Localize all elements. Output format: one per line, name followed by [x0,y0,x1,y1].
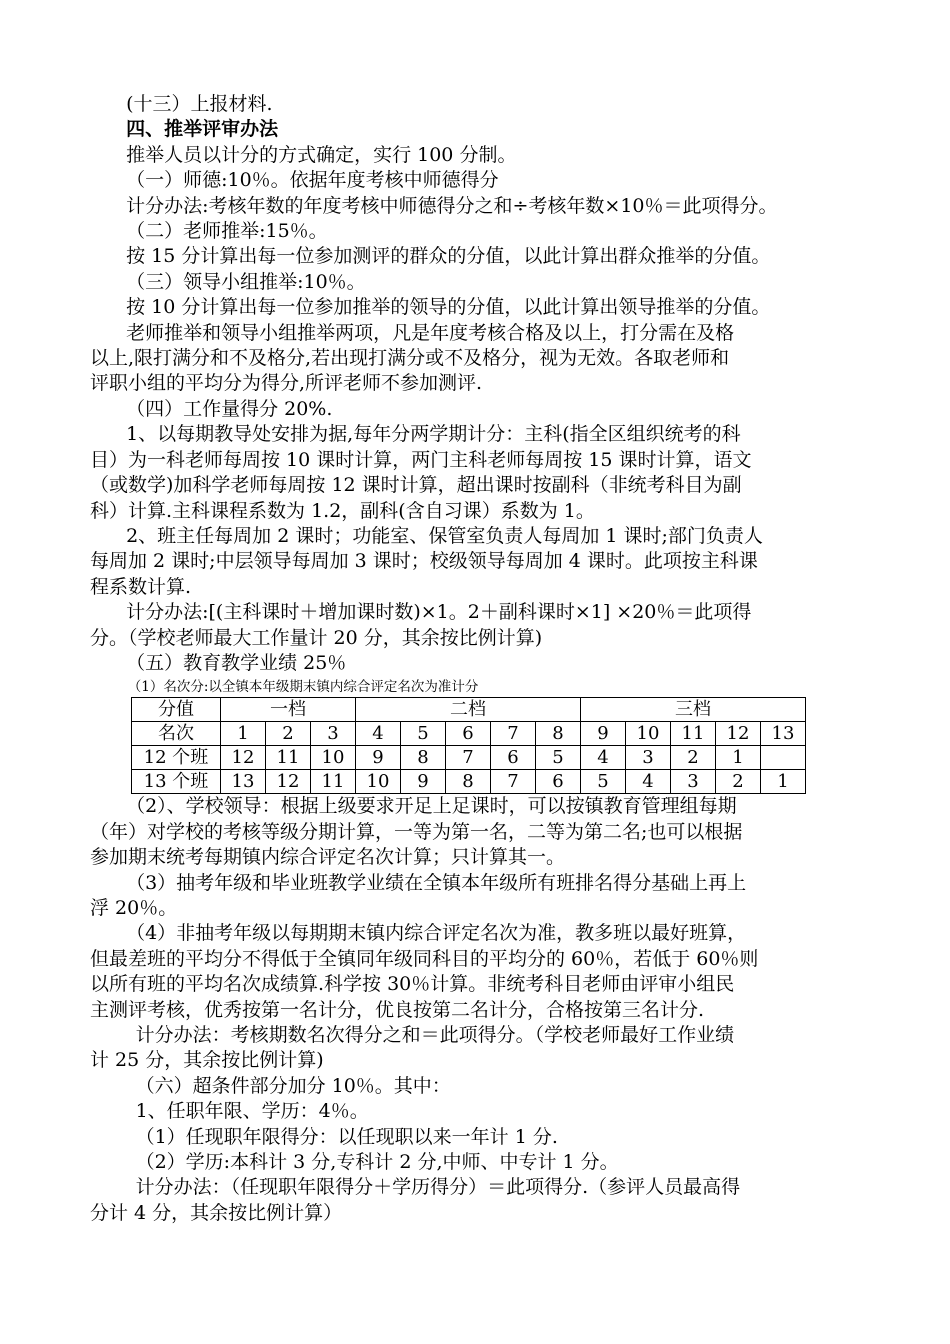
score-cell: 4 [626,770,671,794]
score-cell: 3 [671,770,716,794]
paragraph-line: （二）老师推举:15％。 [126,220,328,243]
paragraph-line: （六）超条件部分加分 10％。其中： [135,1074,451,1097]
paragraph-line: 参加期末统考每期镇内综合评定名次计算；只计算其一。 [90,846,566,869]
band-cell: 二档 [356,698,581,722]
paragraph-line: （四）工作量得分 20%. [126,397,333,420]
rank-cell: 10 [626,722,671,746]
score-cell: 12 [266,770,311,794]
row-label-cell: 13 个班 [132,770,221,794]
score-cell: 10 [356,770,401,794]
paragraph-line: 以上,限打满分和不及格分,若出现打满分或不及格分，视为无效。各取老师和 [90,347,730,370]
paragraph-line: （三）领导小组推举:10％。 [126,270,366,293]
paragraph-line: （4）非抽考年级以每期期末镇内综合评定名次为准，教多班以最好班算， [126,922,747,945]
score-cell: 4 [581,746,626,770]
table-header-row [132,698,806,722]
score-cell: 6 [491,746,536,770]
score-cell: 2 [716,770,761,794]
rank-cell: 11 [671,722,716,746]
paragraph-line: 分计 4 分，其余按比例计算） [90,1201,343,1224]
paragraph-line: 老师推举和领导小组推举两项，凡是年度考核合格及以上，打分需在及格 [126,321,735,344]
paragraph-line: （2）学历:本科计 3 分,专科计 2 分,中师、中专计 1 分。 [135,1151,619,1174]
rank-label-cell: 名次 [132,722,221,746]
table-rank-row [132,722,806,746]
bottom-paragraphs [90,794,862,1226]
rank-cell: 7 [491,722,536,746]
paragraph-line: 评职小组的平均分为得分,所评老师不参加测评. [90,372,483,395]
score-cell: 13 [221,770,266,794]
rank-cell: 13 [761,722,806,746]
score-cell: 10 [311,746,356,770]
row-label-cell: 12 个班 [132,746,221,770]
rank-cell: 9 [581,722,626,746]
score-cell: 9 [401,770,446,794]
paragraph-line: 计 25 分，其余按比例计算) [90,1049,324,1072]
score-cell: 1 [761,770,806,794]
paragraph-line: （五）教育教学业绩 25％ [126,651,347,674]
rank-cell: 4 [356,722,401,746]
paragraph-line: （年）对学校的考核等级分期计算，一等为第一名，二等为第二名;也可以根据 [90,820,743,843]
paragraph-line: （2）、学校领导：根据上级要求开足上足课时，可以按镇教育管理组每期 [126,795,737,818]
header-label-cell: 分值 [132,698,221,722]
paragraph-line: 科）计算.主科课程系数为 1.2，副科(含自习课）系数为 1。 [90,499,595,522]
score-cell: 8 [401,746,446,770]
score-cell: 12 [221,746,266,770]
table-row [132,746,806,770]
paragraph-line: （1）任现职年限得分：以任现职以来一年计 1 分. [135,1125,558,1148]
score-cell: 8 [446,770,491,794]
paragraph-line: 推举人员以计分的方式确定，实行 100 分制。 [126,143,517,166]
score-cell: 5 [581,770,626,794]
paragraph-line: 浮 20％。 [90,896,178,919]
rank-cell: 1 [221,722,266,746]
paragraph-line: 目）为一科老师每周按 10 课时计算，两门主科老师每周按 15 课时计算，语文 [90,448,752,471]
table-row [132,770,806,794]
paragraph-line: 计分办法:考核年数的年度考核中师德得分之和÷考核年数×10％＝此项得分。 [126,194,778,217]
paragraph-line: (十三）上报材料. [126,93,273,115]
top-paragraphs [90,92,862,676]
ranking-score-table [131,697,806,794]
paragraph-line: 按 10 分计算出每一位参加推举的领导的分值，以此计算出领导推举的分值。 [126,296,771,319]
score-cell: 1 [716,746,761,770]
paragraph-line: 分。（学校老师最大工作量计 20 分，其余按比例计算) [90,626,543,649]
paragraph-line: 以所有班的平均名次成绩算.科学按 30％计算。非统考科目老师由评审小组民 [90,973,735,996]
score-cell: 3 [626,746,671,770]
paragraph-line: （或数学)加科学老师每周按 12 课时计算，超出课时按副科（非统考科目为副 [90,474,742,497]
paragraph-line: 计分办法：考核期数名次得分之和＝此项得分。（学校老师最好工作业绩 [135,1024,735,1046]
rank-cell: 2 [266,722,311,746]
document-page [90,92,862,1226]
paragraph-line: 1、以每期教导处安排为据,每年分两学期计分：主科(指全区组织统考的科 [126,423,741,446]
paragraph-line: 2、班主任每周加 2 课时；功能室、保管室负责人每周加 1 课时;部门负责人 [126,524,763,547]
rank-cell: 8 [536,722,581,746]
rank-cell: 5 [401,722,446,746]
score-cell: 9 [356,746,401,770]
rank-cell: 6 [446,722,491,746]
paragraph-line: 计分办法:[(主科课时＋增加课时数)×1。2＋副科课时×1] ×20％＝此项得 [126,601,752,624]
score-cell: 7 [491,770,536,794]
section-heading: 四、推举评审办法 [126,118,279,141]
table-caption: （1）名次分:以全镇本年级期末镇内综合评定名次为准计分 [127,679,479,696]
score-cell: 11 [266,746,311,770]
score-cell: 2 [671,746,716,770]
paragraph-line: （一）师德:10％。依据年度考核中师德得分 [126,169,499,192]
paragraph-line: 程系数计算. [90,575,192,598]
score-cell [761,746,806,770]
score-cell: 7 [446,746,491,770]
score-cell: 6 [536,770,581,794]
paragraph-line: 计分办法：（任现职年限得分＋学历得分）＝此项得分.（参评人员最高得 [135,1176,741,1199]
paragraph-line: 但最差班的平均分不得低于全镇同年级同科目的平均分的 60％，若低于 60％则 [90,947,759,970]
rank-cell: 12 [716,722,761,746]
paragraph-line: 按 15 分计算出每一位参加测评的群众的分值，以此计算出群众推举的分值。 [126,245,771,268]
score-cell: 11 [311,770,356,794]
paragraph-line: （3）抽考年级和毕业班教学业绩在全镇本年级所有班排名得分基础上再上 [126,871,747,894]
band-cell: 一档 [221,698,356,722]
score-cell: 5 [536,746,581,770]
paragraph-line: 每周加 2 课时;中层领导每周加 3 课时；校级领导每周加 4 课时。此项按主科课 [90,550,758,573]
band-cell: 三档 [581,698,806,722]
paragraph-line: 1、任职年限、学历：4％。 [135,1100,369,1123]
paragraph-line: 主测评考核，优秀按第一名计分，优良按第二名计分，合格按第三名计分. [90,998,705,1021]
rank-cell: 3 [311,722,356,746]
